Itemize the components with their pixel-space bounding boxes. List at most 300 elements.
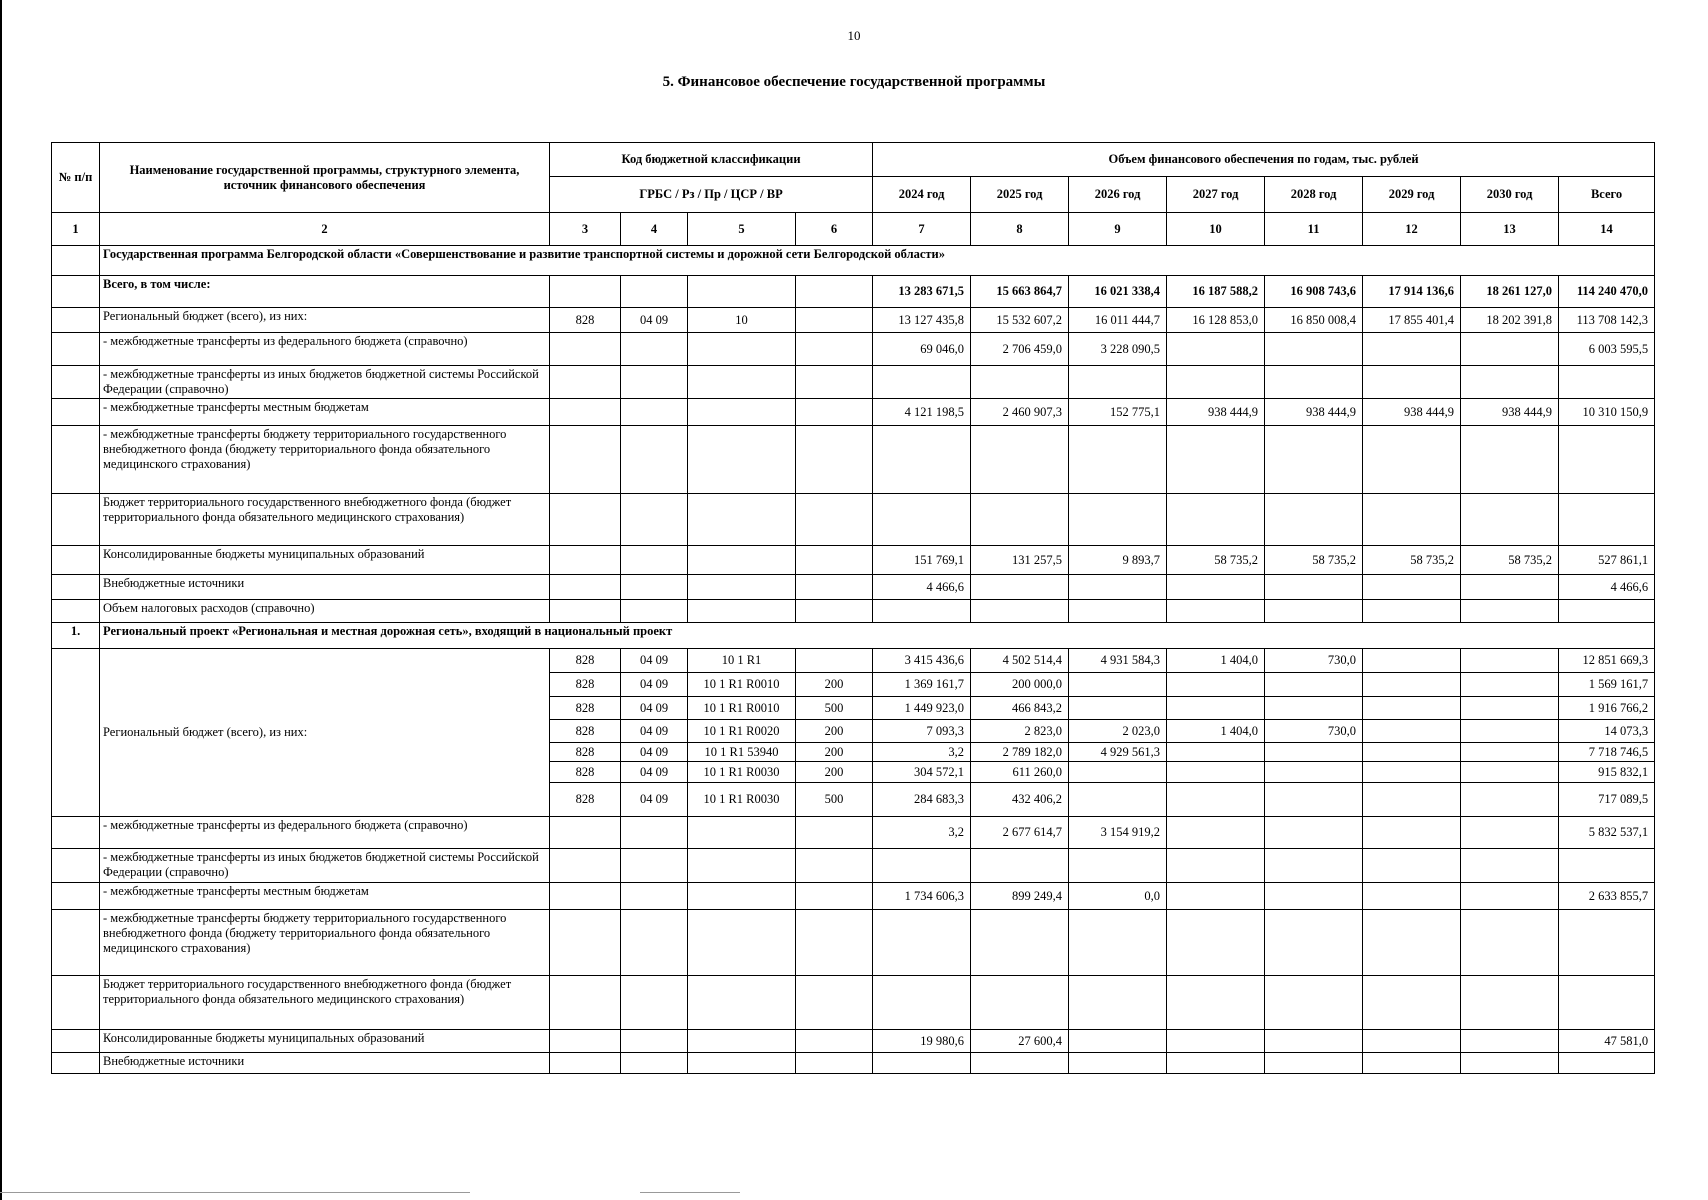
code-cell bbox=[688, 600, 796, 623]
value-cell bbox=[1167, 1053, 1265, 1074]
code-cell bbox=[621, 333, 688, 366]
value-cell: 58 735,2 bbox=[1461, 546, 1559, 575]
header-volume-group: Объем финансового обеспечения по годам, тыс. рублей bbox=[873, 143, 1655, 177]
code-cell: 828 bbox=[550, 762, 621, 783]
value-cell: 152 775,1 bbox=[1069, 399, 1167, 426]
value-cell bbox=[1461, 697, 1559, 720]
value-cell: 151 769,1 bbox=[873, 546, 971, 575]
table-row bbox=[52, 399, 1655, 426]
total-cell: 114 240 470,0 bbox=[1559, 276, 1655, 308]
header-year: 2029 год bbox=[1363, 177, 1461, 213]
value-cell bbox=[971, 366, 1069, 399]
value-cell bbox=[1167, 849, 1265, 883]
code-cell bbox=[550, 366, 621, 399]
value-cell bbox=[1265, 673, 1363, 697]
code-cell: 500 bbox=[796, 697, 873, 720]
value-cell bbox=[1461, 762, 1559, 783]
total-cell bbox=[1559, 600, 1655, 623]
row-number bbox=[52, 333, 100, 366]
value-cell bbox=[1461, 883, 1559, 910]
code-cell bbox=[621, 546, 688, 575]
total-cell: 14 073,3 bbox=[1559, 720, 1655, 743]
column-number: 14 bbox=[1559, 213, 1655, 246]
code-cell bbox=[550, 817, 621, 849]
value-cell bbox=[1265, 366, 1363, 399]
value-cell bbox=[1363, 783, 1461, 817]
row-name: Внебюджетные источники bbox=[100, 1053, 550, 1074]
value-cell: 2 823,0 bbox=[971, 720, 1069, 743]
table-row bbox=[52, 366, 1655, 399]
code-cell: 04 09 bbox=[621, 762, 688, 783]
value-cell bbox=[1363, 910, 1461, 976]
scan-artifact bbox=[640, 1192, 740, 1193]
code-cell bbox=[621, 849, 688, 883]
value-cell bbox=[971, 849, 1069, 883]
row-name: Бюджет территориального государственного внебюджетного фонда (бюджет территориального фонда обязательного медицинского страхования) bbox=[100, 976, 550, 1030]
code-cell: 04 09 bbox=[621, 743, 688, 762]
header-year: 2028 год bbox=[1265, 177, 1363, 213]
code-cell bbox=[621, 976, 688, 1030]
header-year: 2024 год bbox=[873, 177, 971, 213]
code-cell bbox=[621, 817, 688, 849]
value-cell bbox=[1069, 783, 1167, 817]
value-cell bbox=[971, 976, 1069, 1030]
total-cell: 1 569 161,7 bbox=[1559, 673, 1655, 697]
value-cell: 16 187 588,2 bbox=[1167, 276, 1265, 308]
value-cell bbox=[1069, 1030, 1167, 1053]
value-cell: 4 931 584,3 bbox=[1069, 649, 1167, 673]
header-total: Всего bbox=[1559, 177, 1655, 213]
total-cell: 10 310 150,9 bbox=[1559, 399, 1655, 426]
row-number bbox=[52, 1030, 100, 1053]
value-cell: 4 929 561,3 bbox=[1069, 743, 1167, 762]
row-name: Консолидированные бюджеты муниципальных образований bbox=[100, 1030, 550, 1053]
table-row bbox=[52, 1030, 1655, 1053]
value-cell bbox=[1363, 366, 1461, 399]
value-cell: 16 021 338,4 bbox=[1069, 276, 1167, 308]
code-cell: 10 bbox=[688, 308, 796, 333]
code-cell bbox=[796, 1030, 873, 1053]
row-name: - межбюджетные трансферты бюджету территориального государственного внебюджетного фонда (бюджету территориального фонда обязательного медицинского страхования) bbox=[100, 426, 550, 494]
code-cell bbox=[688, 426, 796, 494]
header-name: Наименование государственной программы, структурного элемента, источник финансового обеспечения bbox=[100, 143, 550, 213]
row-number bbox=[52, 426, 100, 494]
value-cell bbox=[873, 976, 971, 1030]
code-cell bbox=[688, 575, 796, 600]
total-cell bbox=[1559, 1053, 1655, 1074]
code-cell bbox=[796, 426, 873, 494]
value-cell bbox=[1069, 366, 1167, 399]
value-cell bbox=[1461, 494, 1559, 546]
code-cell bbox=[796, 494, 873, 546]
code-cell: 828 bbox=[550, 743, 621, 762]
row-name: - межбюджетные трансферты местным бюджетам bbox=[100, 399, 550, 426]
value-cell: 1 404,0 bbox=[1167, 720, 1265, 743]
column-number: 4 bbox=[621, 213, 688, 246]
column-number: 6 bbox=[796, 213, 873, 246]
total-cell: 1 916 766,2 bbox=[1559, 697, 1655, 720]
total-cell: 12 851 669,3 bbox=[1559, 649, 1655, 673]
header-year: 2030 год bbox=[1461, 177, 1559, 213]
value-cell: 2 023,0 bbox=[1069, 720, 1167, 743]
value-cell: 730,0 bbox=[1265, 720, 1363, 743]
value-cell bbox=[971, 910, 1069, 976]
total-cell: 7 718 746,5 bbox=[1559, 743, 1655, 762]
code-cell bbox=[688, 399, 796, 426]
value-cell bbox=[1461, 1030, 1559, 1053]
value-cell bbox=[1167, 333, 1265, 366]
code-cell bbox=[796, 910, 873, 976]
value-cell: 131 257,5 bbox=[971, 546, 1069, 575]
column-number: 10 bbox=[1167, 213, 1265, 246]
code-cell bbox=[621, 575, 688, 600]
value-cell bbox=[873, 1053, 971, 1074]
header-year: 2027 год bbox=[1167, 177, 1265, 213]
value-cell bbox=[1265, 494, 1363, 546]
column-number: 9 bbox=[1069, 213, 1167, 246]
header-code-group: Код бюджетной классификации bbox=[550, 143, 873, 177]
row-number bbox=[52, 910, 100, 976]
code-cell: 10 1 R1 R0010 bbox=[688, 697, 796, 720]
value-cell: 899 249,4 bbox=[971, 883, 1069, 910]
value-cell: 58 735,2 bbox=[1265, 546, 1363, 575]
value-cell bbox=[1461, 849, 1559, 883]
total-cell: 5 832 537,1 bbox=[1559, 817, 1655, 849]
code-cell bbox=[621, 494, 688, 546]
value-cell bbox=[1265, 1053, 1363, 1074]
row-number bbox=[52, 817, 100, 849]
table-row bbox=[52, 883, 1655, 910]
row-name: - межбюджетные трансферты бюджету территориального государственного внебюджетного фонда (бюджету территориального фонда обязательного медицинского страхования) bbox=[100, 910, 550, 976]
value-cell bbox=[1461, 783, 1559, 817]
value-cell bbox=[1167, 883, 1265, 910]
code-cell bbox=[688, 333, 796, 366]
value-cell bbox=[1461, 426, 1559, 494]
value-cell: 27 600,4 bbox=[971, 1030, 1069, 1053]
code-cell bbox=[621, 1030, 688, 1053]
code-cell: 10 1 R1 R0030 bbox=[688, 762, 796, 783]
value-cell bbox=[1461, 673, 1559, 697]
value-cell: 3,2 bbox=[873, 817, 971, 849]
document-title: 5. Финансовое обеспечение государственной программы bbox=[662, 74, 1046, 90]
header-code-sub: ГРБС / Рз / Пр / ЦСР / ВР bbox=[550, 177, 873, 213]
row-number bbox=[52, 575, 100, 600]
value-cell: 304 572,1 bbox=[873, 762, 971, 783]
value-cell bbox=[971, 1053, 1069, 1074]
table-row bbox=[52, 546, 1655, 575]
value-cell bbox=[1363, 697, 1461, 720]
page-number: 10 bbox=[847, 28, 861, 43]
code-cell bbox=[621, 600, 688, 623]
table-row bbox=[52, 426, 1655, 494]
value-cell bbox=[1363, 1030, 1461, 1053]
code-cell bbox=[796, 1053, 873, 1074]
header-year: 2026 год bbox=[1069, 177, 1167, 213]
row-number bbox=[52, 976, 100, 1030]
code-cell bbox=[796, 883, 873, 910]
value-cell: 3 415 436,6 bbox=[873, 649, 971, 673]
value-cell bbox=[1363, 817, 1461, 849]
value-cell bbox=[971, 494, 1069, 546]
value-cell bbox=[1461, 600, 1559, 623]
code-cell bbox=[796, 333, 873, 366]
value-cell bbox=[1167, 600, 1265, 623]
table-row bbox=[52, 817, 1655, 849]
value-cell bbox=[873, 426, 971, 494]
row-number bbox=[52, 649, 100, 817]
value-cell bbox=[1461, 333, 1559, 366]
value-cell bbox=[1363, 673, 1461, 697]
value-cell bbox=[1069, 910, 1167, 976]
value-cell bbox=[1363, 883, 1461, 910]
value-cell: 16 011 444,7 bbox=[1069, 308, 1167, 333]
code-cell: 10 1 R1 R0010 bbox=[688, 673, 796, 697]
value-cell: 4 466,6 bbox=[873, 575, 971, 600]
value-cell bbox=[873, 494, 971, 546]
value-cell bbox=[1461, 910, 1559, 976]
value-cell: 13 127 435,8 bbox=[873, 308, 971, 333]
code-cell bbox=[550, 399, 621, 426]
row-name: Консолидированные бюджеты муниципальных образований bbox=[100, 546, 550, 575]
column-number: 13 bbox=[1461, 213, 1559, 246]
code-cell: 200 bbox=[796, 762, 873, 783]
table-row bbox=[52, 1053, 1655, 1074]
code-cell bbox=[688, 883, 796, 910]
code-cell bbox=[550, 1053, 621, 1074]
code-cell: 10 1 R1 R0030 bbox=[688, 783, 796, 817]
total-cell: 113 708 142,3 bbox=[1559, 308, 1655, 333]
value-cell bbox=[1265, 743, 1363, 762]
total-cell: 915 832,1 bbox=[1559, 762, 1655, 783]
value-cell: 611 260,0 bbox=[971, 762, 1069, 783]
header-number: № п/п bbox=[52, 143, 100, 213]
scan-artifact bbox=[0, 1192, 470, 1193]
code-cell bbox=[550, 976, 621, 1030]
value-cell: 4 502 514,4 bbox=[971, 649, 1069, 673]
code-cell bbox=[688, 817, 796, 849]
value-cell bbox=[1167, 494, 1265, 546]
value-cell bbox=[1265, 883, 1363, 910]
program-title-row bbox=[52, 246, 1655, 276]
value-cell bbox=[1265, 426, 1363, 494]
value-cell bbox=[1069, 849, 1167, 883]
code-cell: 200 bbox=[796, 720, 873, 743]
row-name: - межбюджетные трансферты из федерального бюджета (справочно) bbox=[100, 333, 550, 366]
value-cell bbox=[1167, 910, 1265, 976]
value-cell: 938 444,9 bbox=[1363, 399, 1461, 426]
value-cell: 432 406,2 bbox=[971, 783, 1069, 817]
total-cell bbox=[1559, 910, 1655, 976]
total-cell bbox=[1559, 976, 1655, 1030]
table-row bbox=[52, 494, 1655, 546]
value-cell: 9 893,7 bbox=[1069, 546, 1167, 575]
code-cell bbox=[688, 910, 796, 976]
code-cell bbox=[796, 976, 873, 1030]
code-cell bbox=[550, 1030, 621, 1053]
total-cell bbox=[1559, 366, 1655, 399]
row-name: - межбюджетные трансферты из иных бюджетов бюджетной системы Российской Федерации (справочно) bbox=[100, 849, 550, 883]
code-cell: 828 bbox=[550, 649, 621, 673]
value-cell bbox=[1363, 333, 1461, 366]
value-cell: 1 734 606,3 bbox=[873, 883, 971, 910]
code-cell bbox=[688, 366, 796, 399]
column-number: 5 bbox=[688, 213, 796, 246]
value-cell: 7 093,3 bbox=[873, 720, 971, 743]
value-cell bbox=[1363, 600, 1461, 623]
value-cell bbox=[1461, 720, 1559, 743]
table-row bbox=[52, 575, 1655, 600]
value-cell bbox=[1167, 697, 1265, 720]
value-cell bbox=[1363, 494, 1461, 546]
project-title: Региональный проект «Региональная и местная дорожная сеть», входящий в национальный проект bbox=[100, 623, 1655, 649]
code-cell bbox=[550, 575, 621, 600]
value-cell bbox=[1069, 673, 1167, 697]
value-cell bbox=[1265, 762, 1363, 783]
row-name: Всего, в том числе: bbox=[100, 276, 550, 308]
value-cell: 16 908 743,6 bbox=[1265, 276, 1363, 308]
code-cell bbox=[688, 494, 796, 546]
scan-edge bbox=[0, 0, 2, 1200]
row-number bbox=[52, 494, 100, 546]
value-cell: 1 404,0 bbox=[1167, 649, 1265, 673]
total-cell: 4 466,6 bbox=[1559, 575, 1655, 600]
code-cell: 500 bbox=[796, 783, 873, 817]
value-cell bbox=[1069, 494, 1167, 546]
code-cell bbox=[796, 308, 873, 333]
table-row bbox=[52, 600, 1655, 623]
column-number: 12 bbox=[1363, 213, 1461, 246]
financing-table bbox=[51, 142, 1655, 1074]
code-cell bbox=[796, 849, 873, 883]
code-cell bbox=[550, 333, 621, 366]
total-cell: 527 861,1 bbox=[1559, 546, 1655, 575]
code-cell: 04 09 bbox=[621, 673, 688, 697]
value-cell bbox=[1069, 1053, 1167, 1074]
row-number bbox=[52, 600, 100, 623]
value-cell bbox=[1265, 333, 1363, 366]
value-cell: 18 261 127,0 bbox=[1461, 276, 1559, 308]
value-cell: 15 532 607,2 bbox=[971, 308, 1069, 333]
table-row bbox=[52, 308, 1655, 333]
value-cell bbox=[1265, 976, 1363, 1030]
value-cell: 3 154 919,2 bbox=[1069, 817, 1167, 849]
total-cell: 717 089,5 bbox=[1559, 783, 1655, 817]
value-cell bbox=[1167, 1030, 1265, 1053]
row-number bbox=[52, 883, 100, 910]
value-cell: 730,0 bbox=[1265, 649, 1363, 673]
value-cell bbox=[1461, 976, 1559, 1030]
value-cell: 284 683,3 bbox=[873, 783, 971, 817]
value-cell: 58 735,2 bbox=[1363, 546, 1461, 575]
value-cell bbox=[1461, 743, 1559, 762]
value-cell: 3,2 bbox=[873, 743, 971, 762]
value-cell bbox=[1167, 673, 1265, 697]
code-cell bbox=[688, 276, 796, 308]
header-year: 2025 год bbox=[971, 177, 1069, 213]
code-cell bbox=[796, 399, 873, 426]
code-cell bbox=[621, 1053, 688, 1074]
total-cell: 47 581,0 bbox=[1559, 1030, 1655, 1053]
value-cell bbox=[1167, 762, 1265, 783]
value-cell: 200 000,0 bbox=[971, 673, 1069, 697]
value-cell bbox=[1363, 976, 1461, 1030]
value-cell: 938 444,9 bbox=[1461, 399, 1559, 426]
value-cell bbox=[1363, 426, 1461, 494]
value-cell: 466 843,2 bbox=[971, 697, 1069, 720]
value-cell bbox=[1265, 817, 1363, 849]
value-cell: 17 855 401,4 bbox=[1363, 308, 1461, 333]
column-number: 7 bbox=[873, 213, 971, 246]
value-cell bbox=[1363, 575, 1461, 600]
code-cell: 10 1 R1 R0020 bbox=[688, 720, 796, 743]
code-cell: 10 1 R1 53940 bbox=[688, 743, 796, 762]
code-cell bbox=[550, 910, 621, 976]
value-cell bbox=[1265, 783, 1363, 817]
code-cell bbox=[796, 276, 873, 308]
value-cell bbox=[1363, 743, 1461, 762]
row-number bbox=[52, 849, 100, 883]
code-cell: 10 1 R1 bbox=[688, 649, 796, 673]
row-name: - межбюджетные трансферты местным бюджетам bbox=[100, 883, 550, 910]
value-cell bbox=[1363, 762, 1461, 783]
value-cell bbox=[1461, 1053, 1559, 1074]
code-cell bbox=[621, 366, 688, 399]
total-cell bbox=[1559, 494, 1655, 546]
total-cell: 2 633 855,7 bbox=[1559, 883, 1655, 910]
code-cell: 04 09 bbox=[621, 783, 688, 817]
column-number: 11 bbox=[1265, 213, 1363, 246]
code-cell bbox=[688, 1053, 796, 1074]
value-cell: 18 202 391,8 bbox=[1461, 308, 1559, 333]
row-name: Внебюджетные источники bbox=[100, 575, 550, 600]
value-cell: 16 850 008,4 bbox=[1265, 308, 1363, 333]
value-cell bbox=[1461, 817, 1559, 849]
code-cell bbox=[621, 883, 688, 910]
code-cell bbox=[550, 883, 621, 910]
value-cell: 938 444,9 bbox=[1265, 399, 1363, 426]
row-name: - межбюджетные трансферты из федерального бюджета (справочно) bbox=[100, 817, 550, 849]
value-cell bbox=[1069, 575, 1167, 600]
code-cell bbox=[550, 546, 621, 575]
code-cell bbox=[796, 649, 873, 673]
row-number bbox=[52, 276, 100, 308]
row-number bbox=[52, 399, 100, 426]
row-number bbox=[52, 308, 100, 333]
table-row bbox=[52, 849, 1655, 883]
code-cell bbox=[688, 976, 796, 1030]
code-cell: 200 bbox=[796, 743, 873, 762]
value-cell bbox=[1167, 783, 1265, 817]
value-cell bbox=[1069, 426, 1167, 494]
value-cell bbox=[1363, 649, 1461, 673]
value-cell: 17 914 136,6 bbox=[1363, 276, 1461, 308]
value-cell: 15 663 864,7 bbox=[971, 276, 1069, 308]
value-cell bbox=[873, 849, 971, 883]
code-cell bbox=[796, 817, 873, 849]
code-cell: 828 bbox=[550, 697, 621, 720]
value-cell bbox=[971, 575, 1069, 600]
code-cell bbox=[796, 600, 873, 623]
value-cell bbox=[1265, 697, 1363, 720]
value-cell bbox=[1265, 1030, 1363, 1053]
column-number: 2 bbox=[100, 213, 550, 246]
value-cell bbox=[1167, 743, 1265, 762]
value-cell: 16 128 853,0 bbox=[1167, 308, 1265, 333]
code-cell bbox=[621, 426, 688, 494]
table-row bbox=[52, 976, 1655, 1030]
table-row bbox=[52, 649, 1655, 673]
total-cell bbox=[1559, 426, 1655, 494]
